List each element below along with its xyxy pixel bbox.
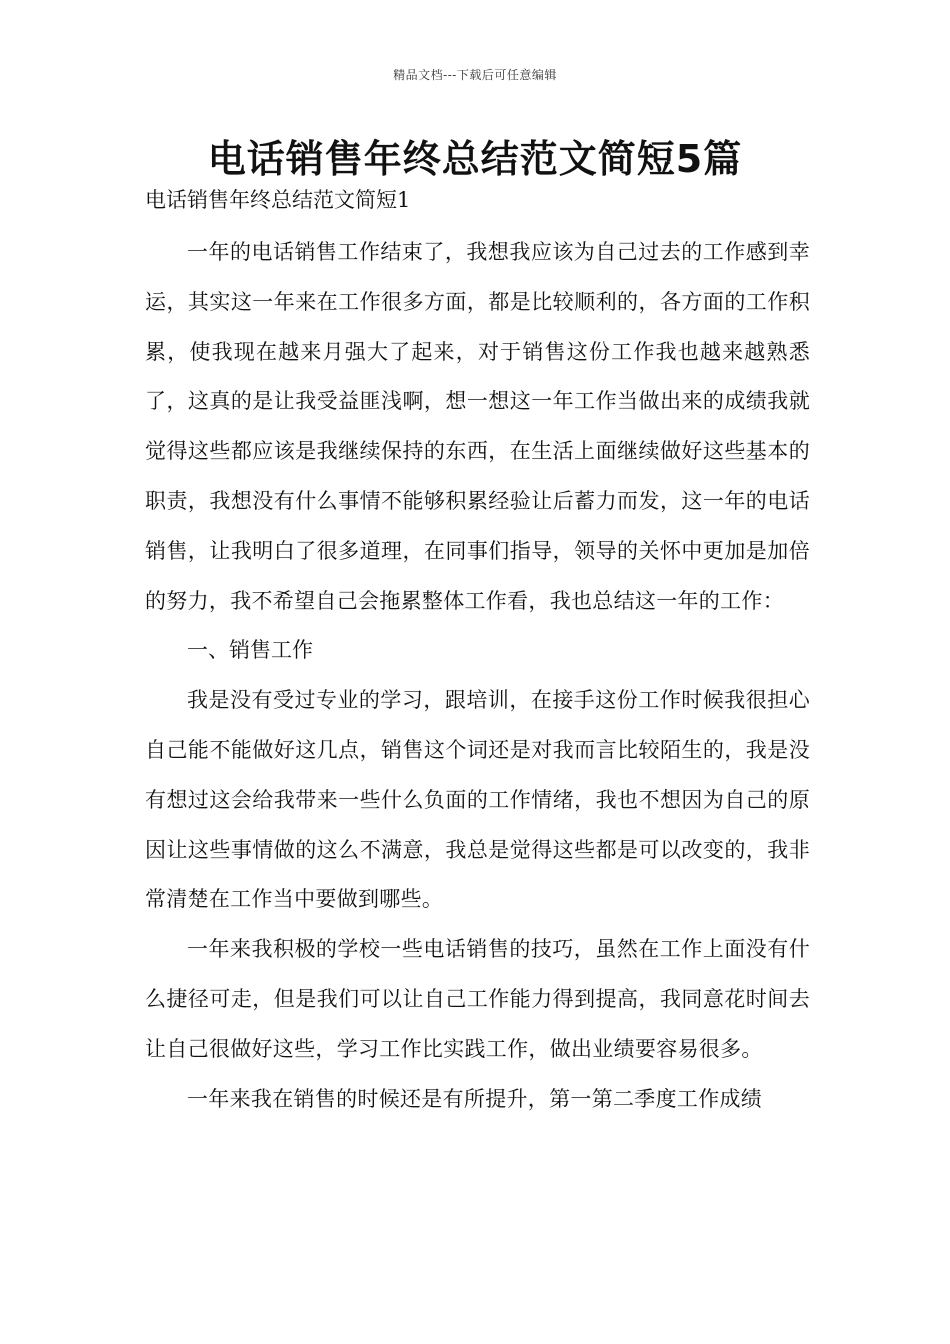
paragraph-learning: 我是没有受过专业的学习，跟培训，在接手这份工作时候我很担心自己能不能做好这几点，销售这个词还是对我而言比较陌生的，我是没有想过这会给我带来一些什么负面的工作情绪，我也不想因为自己的原因让这些事情做的这么不满意，我总是觉得这些都是可以改变的，我非常清楚在工作当中要做到哪些。 — [145, 688, 810, 912]
paragraph-skills: 一年来我积极的学校一些电话销售的技巧，虽然在工作上面没有什么捷径可走，但是我们可以让自己工作能力得到提高，我同意花时间去让自己很做好这些，学习工作比实践工作，做出业绩要容易很多。 — [145, 937, 810, 1061]
subheading-sales-work: 一、销售工作 — [187, 638, 313, 663]
document-title: 电话销售年终总结范文简短5篇 — [207, 137, 743, 181]
paragraph-improvement: 一年来我在销售的时候还是有所提升，第一第二季度工作成绩 — [187, 1086, 763, 1111]
header-note: 精品文档---下载后可任意编辑 — [393, 68, 557, 82]
paragraph-intro: 一年的电话销售工作结束了，我想我应该为自己过去的工作感到幸运，其实这一年来在工作很多方面，都是比较顺利的，各方面的工作积累，使我现在越来月强大了起来，对于销售这份工作我也越来越熟悉了，这真的是让我受益匪浅啊，想一想这一年工作当做出来的成绩我就觉得这些都应该是我继续保持的东西，在生活上面继续做好这些基本的职责，我想没有什么事情不能够积累经验让后蓄力而发，这一年的电话销售，让我明白了很多道理，在同事们指导，领导的关怀中更加是加倍的努力，我不希望自己会拖累整体工作看，我也总结这一年的工作： — [145, 240, 810, 613]
body-text — [145, 228, 810, 1124]
section-title: 电话销售年终总结范文简短1 — [145, 188, 411, 212]
